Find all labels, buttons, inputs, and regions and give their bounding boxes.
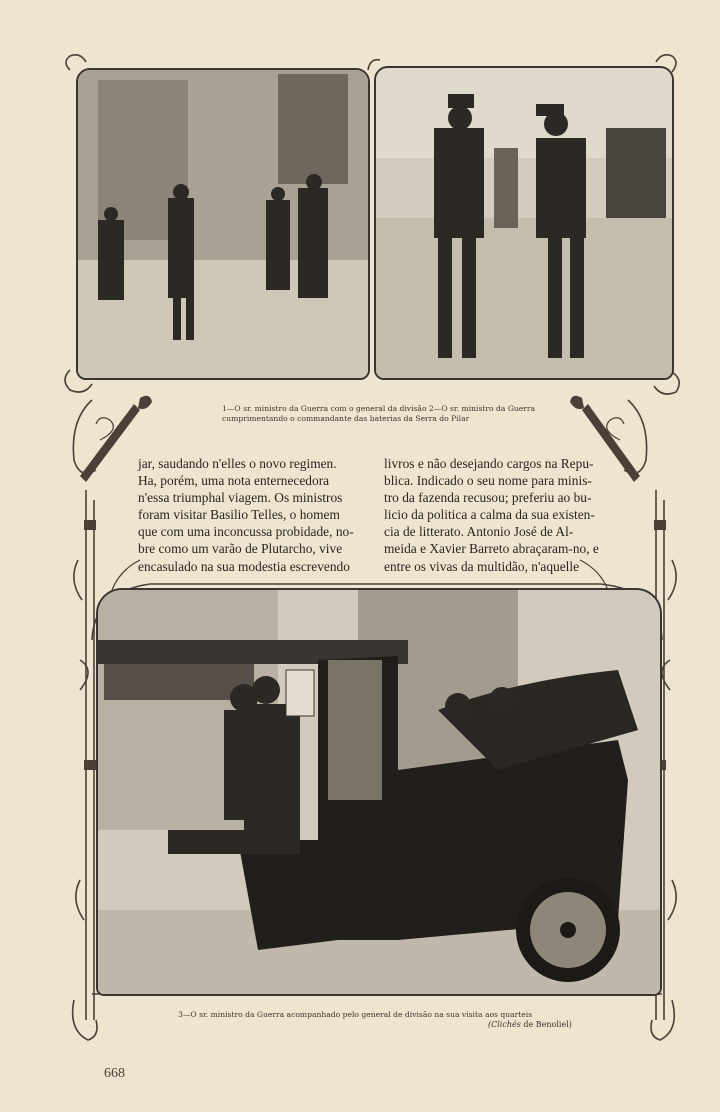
photo-minister-with-general [76, 68, 370, 380]
credit-name: de Benoliel) [523, 1020, 572, 1029]
caption-photo-3: 3—O sr. ministro da Guerra acompanhado pelo general de divisão na sua visita aos quarteis [178, 1010, 533, 1019]
page-number: 668 [104, 1066, 125, 1081]
article-column-right [384, 455, 616, 575]
photo-credit [488, 1020, 572, 1030]
article-text-left: jar, saudando n'elles o novo regimen. Ha, porém, uma nota enternecedora n'essa triumphal viagem. Os ministros foram visitar Basilio Telles, o homem que com uma inconcussa probidade, no- bre como um varão de Plutarcho, vive encasulado na sua modestia escrevendo [138, 456, 354, 574]
article-text-right: livros e não desejando cargos na Repu- blica. Indicado o seu nome para minis- tro da fazenda recusou; preferiu ao bu- licio da politica a calma da sua existen- cia de litterato. Antonio José de Al- meida e Xavier Barreto abraçaram-no, e entre os vivas da multidão, n'aquelle [384, 456, 599, 574]
caption-photos-1-2: 1—O sr. ministro da Guerra com o general da divisão 2—O sr. ministro da Guerra cumprimentando o commandante das baterias da Serra do Pilar [222, 404, 536, 423]
article-column-left [138, 455, 390, 575]
credit-prefix: (Clichés [488, 1020, 521, 1029]
photo-minister-greeting-commander [374, 66, 674, 380]
photo-minister-in-automobile [96, 588, 662, 996]
